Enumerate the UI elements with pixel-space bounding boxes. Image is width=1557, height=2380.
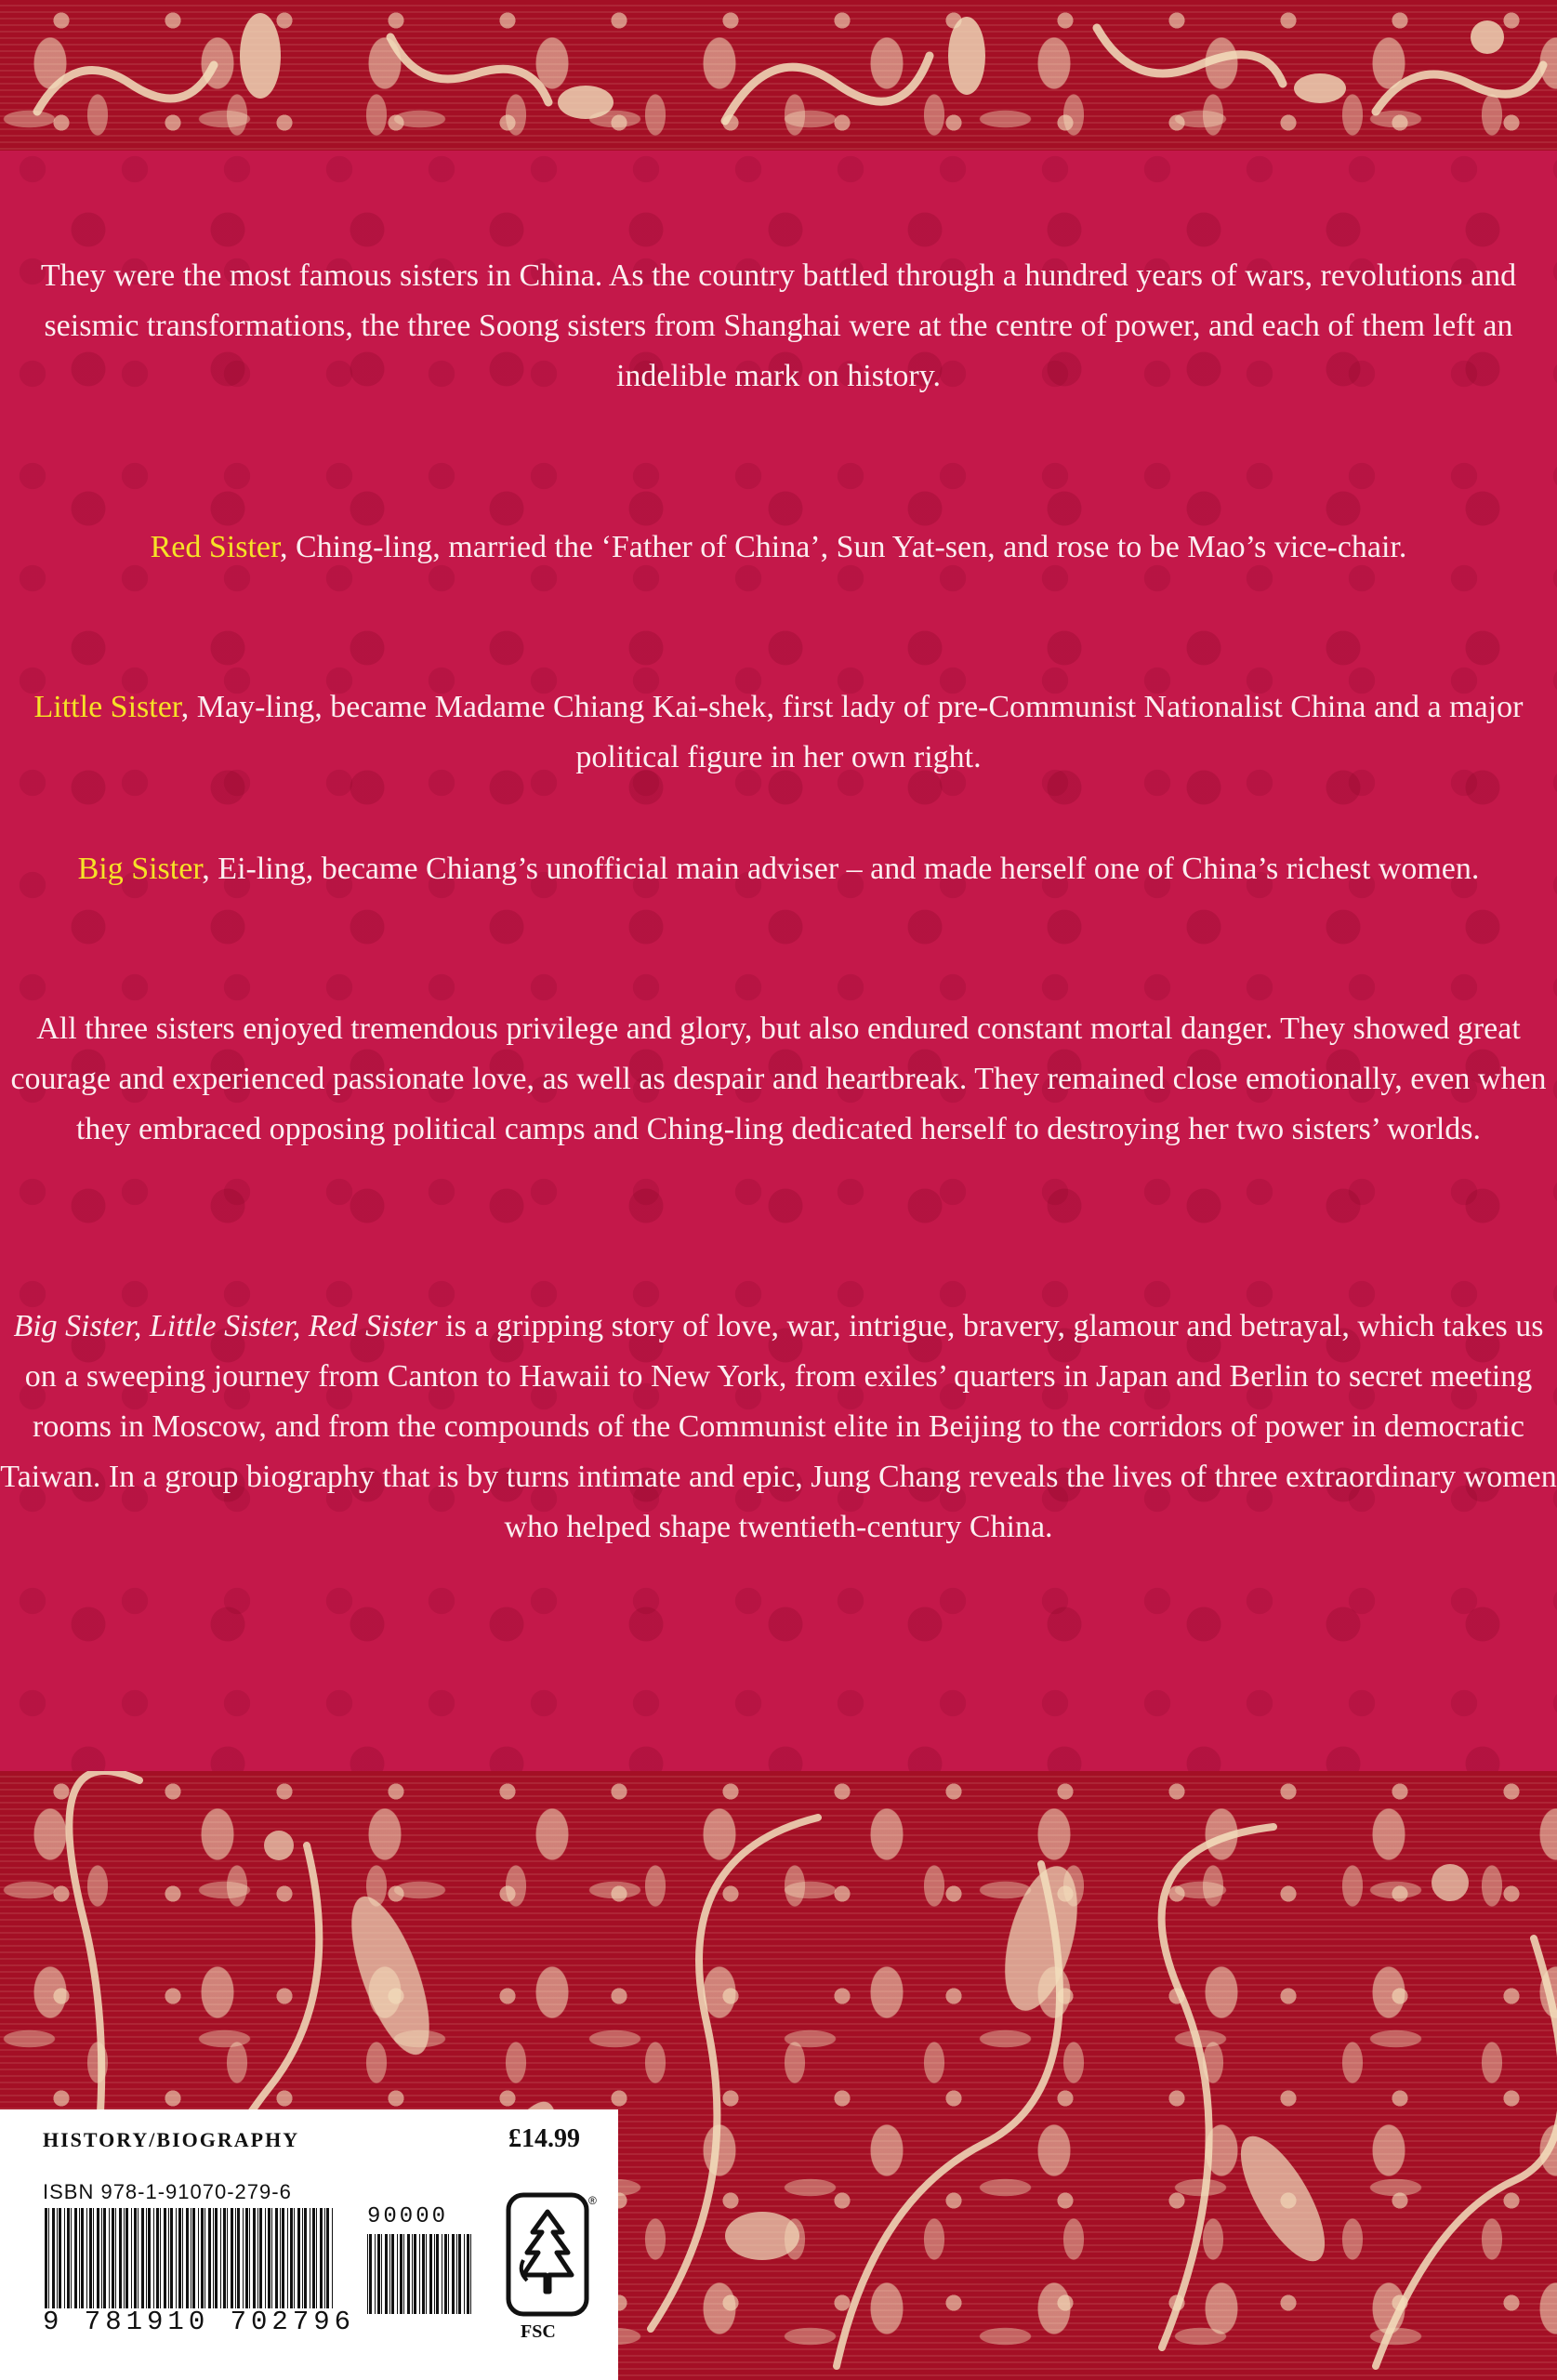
barcode-bar: [304, 2208, 307, 2308]
barcode-bar: [176, 2208, 177, 2308]
barcode-bar: [245, 2208, 248, 2308]
barcode-bar: [57, 2208, 58, 2308]
barcode-bar: [326, 2208, 329, 2308]
barcode-bar: [436, 2234, 439, 2314]
barcode-bar: [59, 2208, 61, 2308]
barcode-bar: [124, 2208, 125, 2308]
barcode-bar: [192, 2208, 195, 2308]
barcode-bar: [320, 2208, 323, 2308]
big-sister-text: , Ei-ling, became Chiang’s unofficial main adviser – and made herself one of China’s richest women.: [202, 852, 1480, 886]
summary-paragraph: [0, 1302, 1557, 1553]
barcode-bar: [324, 2208, 325, 2308]
ean-barcode: [43, 2208, 340, 2308]
barcode-bar: [79, 2208, 80, 2308]
blurb-panel: [0, 151, 1557, 1771]
barcode-bar: [223, 2208, 226, 2308]
barcode-bar: [148, 2208, 151, 2308]
barcode-bar: [332, 2208, 333, 2308]
isbn-label: ISBN 978-1-91070-279-6: [43, 2180, 292, 2203]
barcode-bar: [419, 2234, 420, 2314]
barcode-bar: [316, 2208, 317, 2308]
barcode-bar: [287, 2208, 288, 2308]
barcode-bar: [464, 2234, 465, 2314]
barcode-bar: [381, 2234, 382, 2314]
barcode-bar: [414, 2234, 416, 2314]
barcode-bar: [81, 2208, 84, 2308]
barcode-bar: [403, 2234, 404, 2314]
barcode-bar: [397, 2234, 398, 2314]
barcode-bar: [160, 2208, 161, 2308]
barcode-bar: [259, 2208, 262, 2308]
privilege-paragraph: All three sisters enjoyed tremendous privilege and glory, but also endured constant mortal danger. They showed great courage and experienced passionate love, as well as despair and heartbreak. They remained close emotionally, even when they embraced opposing political camps and Ching-ling dedicated herself to destroying her two sisters’ worlds.: [10, 1012, 1547, 1146]
barcode-bar: [208, 2208, 211, 2308]
barcode-bar: [213, 2208, 214, 2308]
barcode-bar: [407, 2234, 410, 2314]
barcode-bar: [125, 2208, 128, 2308]
barcode-bar: [131, 2208, 132, 2308]
little-sister-paragraph: [0, 682, 1557, 783]
barcode-bar: [375, 2234, 376, 2314]
barcode-bar: [422, 2234, 425, 2314]
big-sister-paragraph: [0, 844, 1557, 894]
barcode-bar: [215, 2208, 218, 2308]
red-sister-text: , Ching-ling, married the ‘Father of China’, Sun Yat-sen, and rose to be Mao’s vice-chair.: [279, 530, 1407, 564]
barcode-bar: [201, 2208, 204, 2308]
price-label: £14.99: [508, 2124, 580, 2153]
barcode-bar: [280, 2208, 281, 2308]
barcode-bar: [186, 2208, 189, 2308]
barcode-bar: [168, 2208, 169, 2308]
barcode-bar: [444, 2234, 447, 2314]
barcode-bar: [64, 2208, 65, 2308]
barcode-bar: [52, 2208, 55, 2308]
addon-digits: 90000: [367, 2204, 449, 2229]
barcode-bar: [367, 2234, 368, 2314]
barcode-bar: [312, 2208, 315, 2308]
category-label: HISTORY/BIOGRAPHY: [43, 2128, 300, 2151]
barcode-bar: [134, 2208, 137, 2308]
barcode-bar: [67, 2208, 70, 2308]
barcode-bar: [138, 2208, 139, 2308]
ean-digits: 9 781910 702796: [43, 2307, 356, 2337]
barcode-bar: [112, 2208, 114, 2308]
barcode-bar: [290, 2208, 293, 2308]
barcode-bar: [452, 2234, 455, 2314]
barcode-bar: [434, 2234, 435, 2314]
summary-text: is a gripping story of love, war, intrigue, bravery, glamour and betrayal, which takes us on a sweeping journey from Canton to Hawaii to New York, from exiles’ quarters in Japan and Berlin to secret meeting rooms in Moscow, and from the compounds of the Communist elite in Beijing to the corridors of power in democratic Taiwan. In a group biography that is by turns intimate and epic, Jung Chang reveals the lives of three extraordinary women who helped shape twentieth-century China.: [0, 1309, 1557, 1544]
barcode-bar: [93, 2208, 94, 2308]
barcode-bar: [220, 2208, 221, 2308]
barcode-bar: [153, 2208, 154, 2308]
barcode-bar: [237, 2208, 240, 2308]
barcode-bar: [426, 2234, 427, 2314]
fsc-tree-icon: [505, 2191, 598, 2321]
barcode-bar: [170, 2208, 173, 2308]
barcode-bar: [271, 2208, 272, 2308]
barcode-bar: [391, 2234, 394, 2314]
barcode-bar: [119, 2208, 122, 2308]
barcode-bar: [243, 2208, 244, 2308]
barcode-bar: [297, 2208, 300, 2308]
red-sister-label: Red Sister: [150, 530, 280, 564]
barcode-bar: [141, 2208, 144, 2308]
barcode-bar: [101, 2208, 102, 2308]
barcode-bar: [146, 2208, 147, 2308]
barcode-bar: [458, 2234, 461, 2314]
barcode-bar: [115, 2208, 116, 2308]
barcode-bar: [448, 2234, 449, 2314]
barcode-bar: [71, 2208, 72, 2308]
little-sister-text: , May-ling, became Madame Chiang Kai-shek, first lady of pre-Communist Nationalist China and a major political figure in her own right.: [180, 690, 1524, 774]
barcode-bar: [178, 2208, 181, 2308]
barcode-bar: [275, 2208, 278, 2308]
barcode-bar: [282, 2208, 284, 2308]
barcode-bar: [227, 2208, 228, 2308]
barcode-bar: [156, 2208, 159, 2308]
intro-paragraph: They were the most famous sisters in China. As the country battled through a hundred years of wars, revolutions and seismic transformations, the three Soong sisters from Shanghai were at the centre of power, and each of them left an indelible mark on history.: [40, 258, 1517, 393]
barcode-bar: [302, 2208, 303, 2308]
barcode-bar: [369, 2234, 372, 2314]
barcode-bar: [48, 2208, 49, 2308]
barcode-bar: [385, 2234, 388, 2314]
addon-barcode: [365, 2234, 479, 2314]
little-sister-label: Little Sister: [33, 690, 181, 724]
registered-mark: ®: [588, 2194, 597, 2207]
barcode-bar: [249, 2208, 250, 2308]
barcode-bar: [182, 2208, 183, 2308]
barcode-bar: [74, 2208, 77, 2308]
barcode-bar: [467, 2234, 469, 2314]
barcode-bar: [89, 2208, 92, 2308]
barcode-bar: [235, 2208, 236, 2308]
red-sister-paragraph: [0, 522, 1557, 573]
top-brocade-pattern: [0, 0, 1557, 151]
big-sister-label: Big Sister: [77, 852, 203, 886]
barcode-bar: [45, 2208, 47, 2308]
barcode-bar: [253, 2208, 256, 2308]
barcode-bar: [103, 2208, 106, 2308]
barcode-bar: [470, 2234, 471, 2314]
fsc-label: FSC: [521, 2321, 556, 2342]
barcode-bar: [456, 2234, 457, 2314]
barcode-bar: [231, 2208, 233, 2308]
barcode-panel: [0, 2109, 618, 2380]
barcode-bar: [429, 2234, 432, 2314]
barcode-bar: [257, 2208, 258, 2308]
barcode-bar: [377, 2234, 380, 2314]
barcode-bar: [400, 2234, 402, 2314]
barcode-bar: [109, 2208, 110, 2308]
barcode-bar: [268, 2208, 270, 2308]
barcode-bar: [86, 2208, 87, 2308]
barcode-bar: [294, 2208, 295, 2308]
barcode-bar: [97, 2208, 99, 2308]
barcode-bar: [389, 2234, 390, 2314]
barcode-bar: [198, 2208, 199, 2308]
book-title: Big Sister, Little Sister, Red Sister: [13, 1309, 438, 1343]
barcode-bar: [412, 2234, 413, 2314]
barcode-bar: [164, 2208, 166, 2308]
barcode-bar: [265, 2208, 266, 2308]
